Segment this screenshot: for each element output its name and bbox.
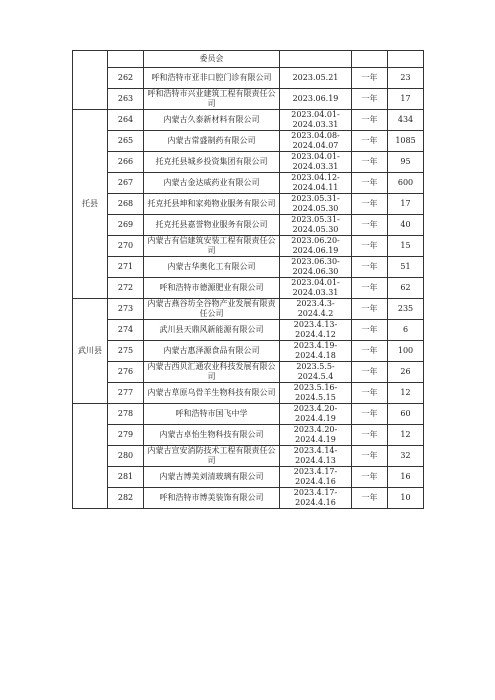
date-cell: 2023.05.31-2024.05.30 — [280, 194, 352, 215]
no-cell: 265 — [108, 131, 144, 152]
count-cell: 10 — [388, 488, 424, 509]
name-cell: 武川县天鼎风新能源有限公司 — [144, 320, 280, 341]
count-cell: 32 — [388, 446, 424, 467]
name-cell: 内蒙古燕谷坊全谷物产业发展有限责任公司 — [144, 299, 280, 320]
name-cell: 内蒙古卓怡生物科技有限公司 — [144, 425, 280, 446]
term-cell: 一年 — [352, 278, 388, 299]
table-row — [73, 446, 424, 467]
count-cell: 26 — [388, 362, 424, 383]
table-row — [73, 404, 424, 425]
table-row — [73, 299, 424, 320]
date-cell: 2023.05.21 — [280, 68, 352, 89]
no-cell: 268 — [108, 194, 144, 215]
name-cell: 呼和浩特市兴业建筑工程有限责任公司 — [144, 89, 280, 110]
count-cell: 17 — [388, 194, 424, 215]
no-cell: 270 — [108, 236, 144, 257]
name-cell: 内蒙古久泰新材料有限公司 — [144, 110, 280, 131]
county-cell: 托县 — [73, 110, 108, 299]
table-row — [73, 194, 424, 215]
name-cell: 内蒙古华奥化工有限公司 — [144, 257, 280, 278]
table-row — [73, 488, 424, 509]
date-cell: 2023.04.01-2024.03.31 — [280, 152, 352, 173]
table-row — [73, 215, 424, 236]
table-row — [73, 425, 424, 446]
term-cell: 一年 — [352, 299, 388, 320]
name-cell: 呼和浩特市国飞中学 — [144, 404, 280, 425]
count-cell: 600 — [388, 173, 424, 194]
term-cell: 一年 — [352, 173, 388, 194]
count-cell: 23 — [388, 68, 424, 89]
term-cell: 一年 — [352, 89, 388, 110]
count-cell: 1085 — [388, 131, 424, 152]
name-cell: 委员会 — [144, 51, 280, 68]
term-cell: 一年 — [352, 425, 388, 446]
date-cell: 2023.06.19 — [280, 89, 352, 110]
no-cell: 262 — [108, 68, 144, 89]
name-cell: 内蒙古西贝汇通农业科技发展有限公司 — [144, 362, 280, 383]
no-cell: 266 — [108, 152, 144, 173]
count-cell: 60 — [388, 404, 424, 425]
table-row — [73, 341, 424, 362]
name-cell: 内蒙古常盛制药有限公司 — [144, 131, 280, 152]
date-cell: 2023.4.20-2024.4.19 — [280, 425, 352, 446]
count-cell: 95 — [388, 152, 424, 173]
table-row — [73, 278, 424, 299]
table-row — [73, 89, 424, 110]
no-cell: 272 — [108, 278, 144, 299]
date-cell: 2023.04.12-2024.04.11 — [280, 173, 352, 194]
count-cell: 40 — [388, 215, 424, 236]
term-cell: 一年 — [352, 236, 388, 257]
date-cell: 2023.4.17-2024.4.16 — [280, 488, 352, 509]
no-cell: 278 — [108, 404, 144, 425]
table-row — [73, 131, 424, 152]
date-cell: 2023.05.31-2024.05.30 — [280, 215, 352, 236]
table-row — [73, 362, 424, 383]
date-cell: 2023.4.17-2024.4.16 — [280, 467, 352, 488]
no-cell: 263 — [108, 89, 144, 110]
date-cell: 2023.4.20-2024.4.19 — [280, 404, 352, 425]
term-cell: 一年 — [352, 467, 388, 488]
count-cell: 62 — [388, 278, 424, 299]
count-cell: 16 — [388, 467, 424, 488]
term-cell: 一年 — [352, 383, 388, 404]
date-cell: 2023.06.30-2024.06.30 — [280, 257, 352, 278]
term-cell: 一年 — [352, 488, 388, 509]
count-cell: 100 — [388, 341, 424, 362]
table-row-continued — [73, 51, 424, 68]
count-cell: 17 — [388, 89, 424, 110]
term-cell: 一年 — [352, 131, 388, 152]
contract-table — [72, 50, 424, 509]
term-cell: 一年 — [352, 320, 388, 341]
table-body — [73, 51, 424, 509]
no-cell: 281 — [108, 467, 144, 488]
date-cell: 2023.04.08-2024.04.07 — [280, 131, 352, 152]
date-cell: 2023.5.5-2024.5.4 — [280, 362, 352, 383]
table-row — [73, 68, 424, 89]
date-cell: 2023.4.13-2024.4.12 — [280, 320, 352, 341]
table-row — [73, 467, 424, 488]
name-cell: 呼和浩特市亚非口腔门诊有限公司 — [144, 68, 280, 89]
count-cell: 235 — [388, 299, 424, 320]
table-row — [73, 236, 424, 257]
no-cell: 271 — [108, 257, 144, 278]
no-cell: 280 — [108, 446, 144, 467]
date-cell: 2023.06.20-2024.06.19 — [280, 236, 352, 257]
name-cell: 内蒙古金达威药业有限公司 — [144, 173, 280, 194]
date-cell — [280, 51, 352, 68]
term-cell: 一年 — [352, 215, 388, 236]
name-cell: 内蒙古宣安消防技术工程有限责任公司 — [144, 446, 280, 467]
term-cell: 一年 — [352, 404, 388, 425]
no-cell — [108, 51, 144, 68]
no-cell: 277 — [108, 383, 144, 404]
count-cell: 6 — [388, 320, 424, 341]
count-cell: 51 — [388, 257, 424, 278]
term-cell: 一年 — [352, 194, 388, 215]
county-cell — [73, 51, 108, 110]
count-cell: 12 — [388, 425, 424, 446]
no-cell: 269 — [108, 215, 144, 236]
term-cell — [352, 51, 388, 68]
count-cell: 12 — [388, 383, 424, 404]
date-cell: 2023.04.01-2024.03.31 — [280, 110, 352, 131]
name-cell: 呼和浩特市德源肥业有限公司 — [144, 278, 280, 299]
date-cell: 2023.5.16-2024.5.15 — [280, 383, 352, 404]
name-cell: 内蒙古博美刘清玻璃有限公司 — [144, 467, 280, 488]
table-row — [73, 320, 424, 341]
term-cell: 一年 — [352, 68, 388, 89]
count-cell — [388, 51, 424, 68]
table-row — [73, 152, 424, 173]
name-cell: 托克托县嘉誉物业服务有限公司 — [144, 215, 280, 236]
term-cell: 一年 — [352, 341, 388, 362]
no-cell: 282 — [108, 488, 144, 509]
table-row — [73, 383, 424, 404]
term-cell: 一年 — [352, 152, 388, 173]
count-cell: 15 — [388, 236, 424, 257]
name-cell: 内蒙古惠泽源食品有限公司 — [144, 341, 280, 362]
name-cell: 托克托县坤和家苑物业服务有限公司 — [144, 194, 280, 215]
no-cell: 273 — [108, 299, 144, 320]
count-cell: 434 — [388, 110, 424, 131]
name-cell: 托克托县城乡投资集团有限公司 — [144, 152, 280, 173]
term-cell: 一年 — [352, 362, 388, 383]
name-cell: 呼和浩特市博美装饰有限公司 — [144, 488, 280, 509]
table-row — [73, 110, 424, 131]
county-cell: 武川县 — [73, 299, 108, 404]
no-cell: 274 — [108, 320, 144, 341]
no-cell: 267 — [108, 173, 144, 194]
no-cell: 264 — [108, 110, 144, 131]
date-cell: 2023.4.3-2024.4.2 — [280, 299, 352, 320]
table-row — [73, 257, 424, 278]
county-cell — [73, 404, 108, 509]
term-cell: 一年 — [352, 257, 388, 278]
term-cell: 一年 — [352, 110, 388, 131]
date-cell: 2023.04.01-2024.03.31 — [280, 278, 352, 299]
date-cell: 2023.4.19-2024.4.18 — [280, 341, 352, 362]
no-cell: 275 — [108, 341, 144, 362]
date-cell: 2023.4.14-2024.4.13 — [280, 446, 352, 467]
no-cell: 276 — [108, 362, 144, 383]
name-cell: 内蒙古草原乌骨羊生物科技有限公司 — [144, 383, 280, 404]
name-cell: 内蒙古有信建筑安装工程有限责任公司 — [144, 236, 280, 257]
no-cell: 279 — [108, 425, 144, 446]
table-row — [73, 173, 424, 194]
term-cell: 一年 — [352, 446, 388, 467]
